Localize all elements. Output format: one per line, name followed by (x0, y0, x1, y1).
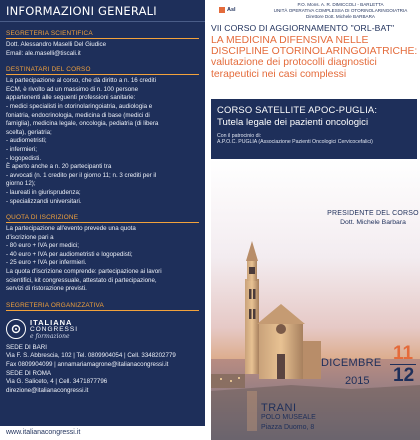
asl-logo-text: Asl (227, 7, 236, 13)
organizing-contacts (0, 344, 205, 396)
italiana-congressi-logo (6, 319, 205, 340)
event-city: TRANI (261, 402, 297, 414)
logo-ring-icon (6, 319, 26, 339)
fee-line: servizi di ristorazione previsti. (6, 285, 87, 293)
scientific-section (0, 22, 205, 58)
patronage-label: Con il patrocinio di: (217, 133, 262, 139)
recipients-line: - medici specialisti in otorinolaringoiatria, audiologia e (6, 102, 153, 110)
satellite-subtitle: Tutela legale dei pazienti oncologici (217, 117, 369, 128)
recipients-line: È aperto anche a n. 20 partecipanti tra (6, 163, 112, 171)
president-name: Dott. Michele Barbara (340, 219, 406, 226)
info-title: INFORMAZIONI GENERALI (6, 3, 157, 18)
scientific-email[interactable]: Email: ale.maselli@tiscali.it (6, 49, 81, 57)
scientific-line: Dott. Alessandro Maselli Del Giudice (6, 41, 107, 48)
recipients-line: - audiometristi; (6, 137, 47, 145)
cathedral-photo (211, 159, 420, 440)
fee-section (0, 206, 205, 294)
fee-line: d'iscrizione pari a (6, 233, 54, 241)
asl-logo (219, 3, 244, 17)
cover-panel (205, 0, 420, 440)
org-line: UNITÀ OPERATIVA COMPLESSA DI OTORINOLARINGOIATRIA (273, 7, 408, 13)
recipients-line: ECM, è rivolto ad un massimo di n. 100 persone (6, 85, 139, 93)
event-month: DICEMBRE (321, 357, 382, 369)
office-heading: SEDE DI BARI (6, 343, 47, 351)
logo-text-2: CONGRESSI (30, 325, 79, 333)
recipients-title: DESTINATARI DEL CORSO (6, 66, 199, 75)
event-day-2: 12 (393, 365, 415, 386)
course-title: VII CORSO DI AGGIORNAMENTO "ORL-BAT" (211, 23, 395, 33)
main-title-line: valutazione dei protocolli diagnostici (211, 57, 377, 69)
event-address: Piazza Duomo, 8 (261, 424, 315, 431)
fee-line: scientifici, kit congressuale, attestato di partecipazione, (6, 276, 157, 284)
logo-text-3: e formazione (30, 332, 70, 340)
fee-title: QUOTA DI ISCRIZIONE (6, 214, 199, 223)
recipients-line: - infermieri; (6, 145, 37, 153)
logo-mark-icon (10, 323, 22, 335)
fee-line: La quota d'iscrizione comprende: partecipazione ai lavori (6, 268, 162, 276)
event-year: 2015 (345, 375, 370, 387)
info-header (0, 0, 205, 22)
office-heading: SEDE DI ROMA (6, 369, 52, 377)
organizing-title: SEGRETERIA ORGANIZZATIVA (6, 302, 199, 311)
recipients-section (0, 58, 205, 206)
office-line: Fax 0809904099 | annamariamagrone@italianacongressi.it (6, 361, 169, 369)
organization-block (263, 2, 418, 19)
main-title (211, 35, 420, 80)
fee-line: - 25 euro + IVA per infermieri. (6, 259, 87, 267)
main-title-line: terapeutici nei casi complessi (211, 68, 347, 80)
website-bar (0, 426, 205, 440)
main-title-line: DISCIPLINE OTORINOLARINGOIATRICHE: (211, 46, 418, 58)
recipients-line: famiglia), medicina legale, oncologia, pediatria (di libera (6, 120, 159, 128)
scientific-title: SEGRETERIA SCIENTIFICA (6, 30, 199, 39)
recipients-line: giorno 12); (6, 180, 36, 188)
asl-logo-icon (219, 7, 225, 13)
recipients-line: - laureati in giurisprudenza; (6, 188, 81, 196)
office-line: Via G. Saliceto, 4 | Cell. 3471877796 (6, 378, 108, 386)
cathedral-illustration (211, 159, 420, 440)
logo-text-1: ITALIANA (30, 317, 73, 327)
bell-tower-shape (245, 241, 259, 374)
org-line: Direttore Dott. Michele BARBARA (306, 13, 375, 19)
org-line: P.O. Mons. A. R. DIMICCOLI - BARLETTA (297, 2, 384, 7)
info-panel (0, 0, 205, 440)
office-email[interactable]: direzione@italianacongressi.it (6, 386, 89, 394)
recipients-line: scelta), geriatria; (6, 128, 52, 136)
satellite-box (211, 99, 417, 159)
event-day-1: 11 (393, 343, 414, 364)
recipients-line: - specializzandi universitari. (6, 197, 82, 205)
recipients-line: - avvocati (n. 1 credito per il giorno 11; n. 3 crediti per il (6, 171, 157, 179)
event-venue: POLO MUSEALE (261, 414, 316, 421)
organizing-section (0, 294, 205, 313)
main-title-line: LA MEDICINA DIFENSIVA NELLE (211, 35, 369, 46)
recipients-line: foniatria, endocrinologia, medicina di base (medici di (6, 111, 150, 119)
patronage-name: A.P.O.C. PUGLIA (Associazione Pazienti Oncologici Cervicocefalici) (217, 139, 373, 146)
fee-line: La partecipazione all'evento prevede una quota (6, 225, 136, 233)
website-link[interactable]: www.italianacongressi.it (6, 429, 81, 436)
recipients-line: appartenenti alle seguenti professioni sanitarie: (6, 94, 136, 102)
president-title: PRESIDENTE DEL CORSO (327, 210, 419, 217)
recipients-line: - logopedisti. (6, 154, 42, 162)
office-line: Via F. S. Abbrescia, 102 | Tel. 0809904054 | Cell. 3348202779 (6, 352, 176, 360)
satellite-title: CORSO SATELLITE APOC-PUGLIA: (217, 104, 378, 115)
fee-line: - 40 euro + IVA per audiometristi e logopedisti; (6, 250, 133, 258)
fee-line: - 80 euro + IVA per medici; (6, 242, 79, 250)
recipients-line: La partecipazione al corso, che dà diritto a n. 16 crediti (6, 77, 156, 85)
